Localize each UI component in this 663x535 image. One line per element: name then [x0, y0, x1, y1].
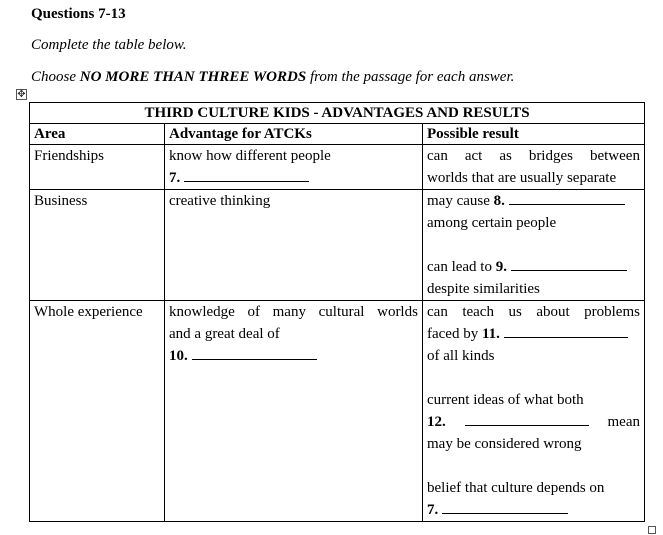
result-text: faced by: [427, 326, 479, 342]
question-number: 9.: [495, 259, 507, 275]
question-11-line: [427, 323, 640, 345]
question-7-line: [169, 167, 418, 189]
advantage-text: creative thinking: [169, 193, 271, 209]
word: act: [464, 148, 483, 164]
result-text: despite similarities: [427, 281, 540, 297]
column-header-area: Area: [30, 124, 165, 145]
question-12-line: [427, 411, 640, 433]
advantage-cell: [165, 145, 423, 190]
question-8-line: [427, 190, 640, 212]
instruction-post: from the passage for each answer.: [306, 69, 515, 85]
results-table: [29, 102, 645, 522]
spacer: [427, 367, 640, 389]
area-label: Friendships: [34, 148, 105, 164]
question-10-line: [169, 345, 418, 367]
table-move-handle-icon[interactable]: ✥: [17, 89, 26, 100]
answer-blank-8[interactable]: [509, 190, 625, 205]
question-7b-line: [427, 499, 640, 521]
word: knowledge: [169, 304, 235, 320]
table-row-business: [30, 190, 645, 301]
table-caption: THIRD CULTURE KIDS - ADVANTAGES AND RESULTS: [30, 103, 645, 124]
questions-title: Questions 7-13: [31, 6, 126, 22]
result-text: of all kinds: [427, 348, 495, 364]
instruction-word-limit-bold: NO MORE THAN THREE WORDS: [79, 69, 307, 85]
word: problems: [584, 304, 640, 320]
word: as: [499, 148, 512, 164]
result-cell: [423, 190, 645, 301]
instruction-word-limit: [31, 69, 514, 86]
advantage-cell: [165, 301, 423, 522]
advantage-text: know how different people: [169, 148, 331, 164]
area-cell: [30, 145, 165, 190]
result-cell: [423, 301, 645, 522]
question-number: 7.: [427, 502, 439, 518]
result-text: may be considered wrong: [427, 436, 582, 452]
word: about: [536, 304, 570, 320]
result-cell: [423, 145, 645, 190]
spacer: [427, 234, 640, 256]
column-header-advantage: Advantage for ATCKs: [165, 124, 423, 145]
result-text: current ideas of what both: [427, 392, 584, 408]
table-row-whole-experience: [30, 301, 645, 522]
answer-blank-12[interactable]: [465, 411, 589, 426]
table-row-friendships: [30, 145, 645, 190]
advantage-text: and a great deal of: [169, 326, 280, 342]
result-justified-line: [427, 301, 640, 323]
word: us: [508, 304, 522, 320]
result-text: may cause: [427, 193, 490, 209]
question-number: 11.: [481, 326, 500, 342]
result-text: worlds that are usually separate: [427, 170, 617, 186]
word: cultural: [318, 304, 365, 320]
word: many: [272, 304, 306, 320]
area-cell: [30, 301, 165, 522]
question-9-line: [427, 256, 640, 278]
question-number: 10.: [169, 348, 188, 364]
word: can: [427, 148, 448, 164]
table-header-row: [30, 124, 645, 145]
word: of: [247, 304, 260, 320]
table-caption-row: [30, 103, 645, 124]
answer-blank-9[interactable]: [511, 256, 627, 271]
answer-blank-10[interactable]: [192, 345, 317, 360]
advantage-cell: [165, 190, 423, 301]
result-text: among certain people: [427, 215, 557, 231]
column-header-result: Possible result: [423, 124, 645, 145]
result-text: can lead to: [427, 259, 492, 275]
result-text: belief that culture depends on: [427, 480, 605, 496]
question-number: 8.: [493, 193, 505, 209]
result-justified-line: [427, 145, 640, 167]
instruction-pre: Choose: [31, 69, 80, 85]
result-text: mean: [607, 414, 640, 430]
question-number: 7.: [169, 170, 181, 186]
word: can: [427, 304, 448, 320]
word: bridges: [528, 148, 573, 164]
answer-blank-11[interactable]: [504, 323, 628, 338]
area-label: Business: [34, 193, 88, 209]
word: worlds: [377, 304, 418, 320]
answer-blank-7[interactable]: [184, 167, 309, 182]
question-number: 12.: [427, 414, 446, 430]
advantage-justified-line: [169, 301, 418, 323]
word: teach: [462, 304, 494, 320]
instruction-complete-table: Complete the table below.: [31, 37, 187, 53]
table-resize-handle[interactable]: [648, 526, 656, 534]
area-cell: [30, 190, 165, 301]
word: between: [589, 148, 640, 164]
spacer: [427, 455, 640, 477]
answer-blank-7b[interactable]: [442, 499, 568, 514]
area-label: Whole experience: [34, 304, 143, 320]
